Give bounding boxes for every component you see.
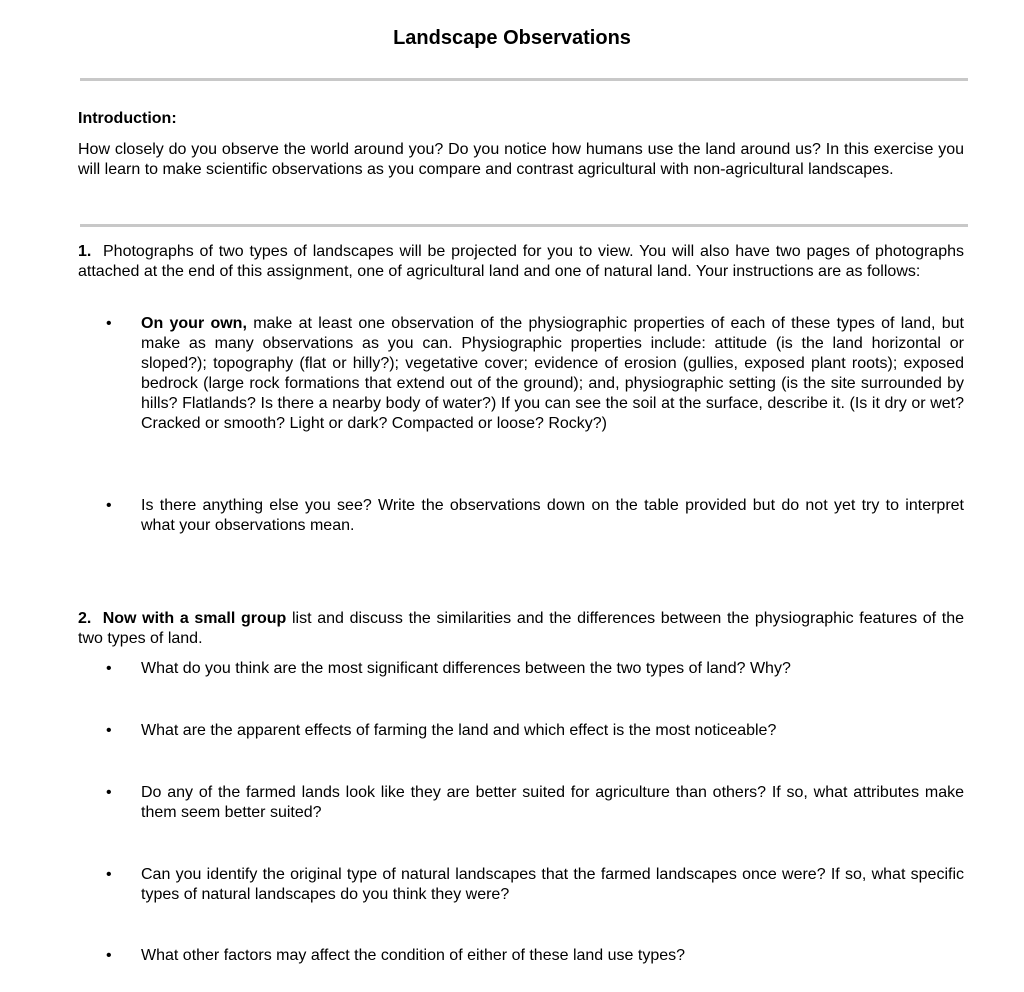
section1-number: 1. xyxy=(78,243,92,260)
section1-item-1-bold: On your own, xyxy=(141,315,247,332)
divider-top xyxy=(80,78,968,81)
section2-bold: Now with a small group xyxy=(102,610,287,627)
section2-text: list and discuss the similarities and the differences between the physiographic features of the two types of land. xyxy=(78,610,965,647)
section1-item-1 xyxy=(141,314,964,434)
bullet-marker: • xyxy=(106,497,112,514)
section2-item-1: What do you think are the most significant differences between the two types of land? Why? xyxy=(141,660,791,677)
section2-item-4: Can you identify the original type of natural landscapes that the farmed landscapes once were? If so, what specific types of natural landscapes do you think they were? xyxy=(141,866,964,903)
bullet-marker: • xyxy=(106,947,112,964)
divider-middle xyxy=(80,224,968,227)
intro-text: How closely do you observe the world around you? Do you notice how humans use the land around us? In this exercise you will learn to make scientific observations as you compare and contrast agricultural with non-agricultural landscapes. xyxy=(78,141,964,178)
section1-paragraph xyxy=(78,242,964,282)
bullet-marker: • xyxy=(106,660,112,677)
section1-text: Photographs of two types of landscapes will be projected for you to view. You will also have two pages of photographs attached at the end of this assignment, one of agricultural land and one of natural land. Your instructions are as follows: xyxy=(78,243,965,280)
section1-item-2: Is there anything else you see? Write the observations down on the table provided but do not yet try to interpret what your observations mean. xyxy=(141,497,964,534)
bullet-marker: • xyxy=(106,866,112,883)
bullet-marker: • xyxy=(106,722,112,739)
section2-item-2: What are the apparent effects of farming the land and which effect is the most noticeable? xyxy=(141,722,777,739)
section2-number: 2. xyxy=(78,610,92,627)
section1-item-1-text: make at least one observation of the physiographic properties of each of these types of land, but make as many observations as you can. Physiographic properties include: attitude (is the land horizontal or sloped?); topography (flat or hilly?); vegetative cover; evidence of erosion (gullies, exposed plant roots); exposed bedrock (large rock formations that extend out of the ground); and, physiographic setting (is the site surrounded by hills? Flatlands? Is there a nearby body of water?) If you can see the soil at the surface, describe it. (Is it dry or wet? Cracked or smooth? Light or dark? Compacted or loose? Rocky?) xyxy=(141,315,964,432)
page-title: Landscape Observations xyxy=(393,27,631,49)
bullet-marker: • xyxy=(106,315,112,332)
section2-item-3: Do any of the farmed lands look like they are better suited for agriculture than others? If so, what attributes make them seem better suited? xyxy=(141,784,964,821)
bullet-marker: • xyxy=(106,784,112,801)
section2-paragraph xyxy=(78,609,964,649)
section2-item-5: What other factors may affect the condition of either of these land use types? xyxy=(141,947,686,964)
intro-heading: Introduction: xyxy=(78,110,177,127)
